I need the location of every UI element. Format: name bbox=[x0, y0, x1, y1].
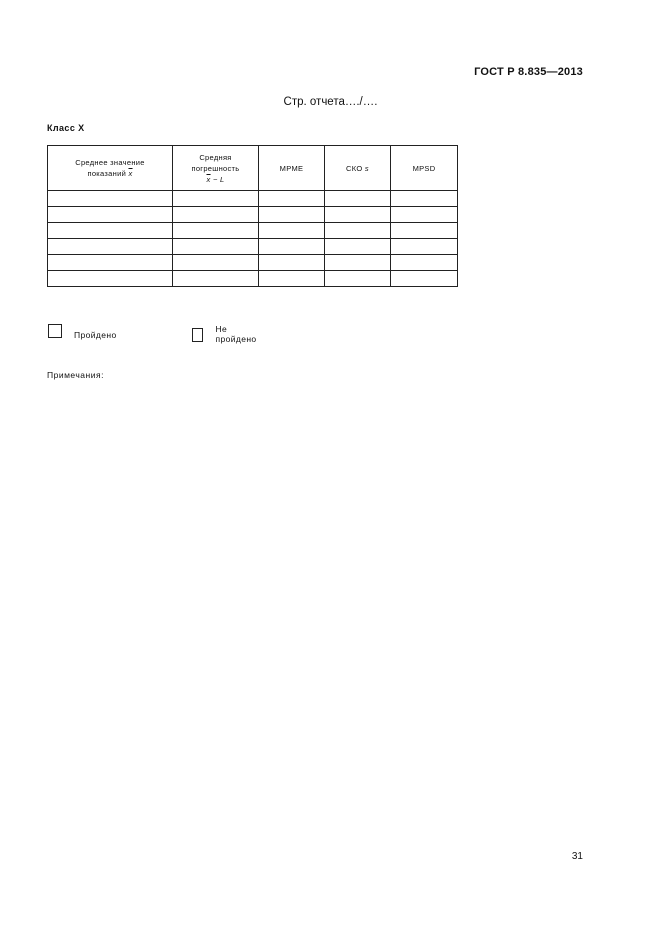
table-cell[interactable] bbox=[259, 271, 325, 287]
table-cell[interactable] bbox=[173, 223, 259, 239]
table-cell[interactable] bbox=[173, 239, 259, 255]
table-cell[interactable] bbox=[48, 207, 173, 223]
table-cell[interactable] bbox=[391, 207, 458, 223]
table-cell[interactable] bbox=[325, 223, 391, 239]
table-cell[interactable] bbox=[48, 271, 173, 287]
passed-checkbox[interactable] bbox=[48, 324, 62, 338]
table-cell[interactable] bbox=[259, 255, 325, 271]
failed-checkbox[interactable] bbox=[192, 328, 203, 342]
table-cell[interactable] bbox=[391, 255, 458, 271]
table-row bbox=[48, 191, 458, 207]
error-formula-rest: − L bbox=[210, 174, 225, 184]
table-cell[interactable] bbox=[391, 271, 458, 287]
sko-header-prefix: СКО bbox=[346, 163, 365, 173]
mean-header-line2: показаний bbox=[87, 169, 127, 178]
document-code: ГОСТ Р 8.835—2013 bbox=[474, 66, 583, 78]
table-cell[interactable] bbox=[48, 191, 173, 207]
table-cell[interactable] bbox=[391, 223, 458, 239]
page-number: 31 bbox=[571, 851, 583, 862]
table-body bbox=[48, 191, 458, 287]
table-row bbox=[48, 271, 458, 287]
table-row bbox=[48, 239, 458, 255]
error-header-line1: Средняя bbox=[199, 152, 232, 162]
table-cell[interactable] bbox=[391, 191, 458, 207]
passed-label: Пройдено bbox=[74, 330, 117, 340]
notes-label: Примечания: bbox=[47, 370, 104, 380]
table-header-row bbox=[48, 146, 458, 191]
table-cell[interactable] bbox=[325, 207, 391, 223]
table-row bbox=[48, 223, 458, 239]
failed-check-item[interactable] bbox=[192, 324, 259, 342]
column-header-mpsd: MPSD bbox=[391, 146, 458, 191]
column-header-mpme: MPME bbox=[259, 146, 325, 191]
failed-label: Не пройдено bbox=[215, 324, 257, 344]
class-label: Класс X bbox=[47, 123, 85, 133]
mean-header-line1: Среднее значение bbox=[75, 158, 145, 167]
error-formula-x: $\overline{x}$ bbox=[206, 174, 211, 184]
table-cell[interactable] bbox=[259, 239, 325, 255]
sko-header-symbol: s bbox=[364, 163, 369, 173]
column-header-mean-error bbox=[173, 146, 259, 191]
table-cell[interactable] bbox=[173, 255, 259, 271]
table-cell[interactable] bbox=[173, 207, 259, 223]
results-table bbox=[47, 145, 458, 287]
table-cell[interactable] bbox=[325, 271, 391, 287]
report-page-reference: Стр. отчета…./…. bbox=[283, 96, 378, 108]
table-cell[interactable] bbox=[48, 255, 173, 271]
column-header-mean-value bbox=[48, 146, 173, 191]
table-row bbox=[48, 207, 458, 223]
error-header-line2: погрешность bbox=[191, 163, 240, 173]
table-cell[interactable] bbox=[325, 239, 391, 255]
passed-check-item[interactable] bbox=[48, 324, 117, 338]
table-cell[interactable] bbox=[259, 207, 325, 223]
table-cell[interactable] bbox=[259, 191, 325, 207]
column-header-sko bbox=[325, 146, 391, 191]
mean-header-symbol: $\overline{x}$ bbox=[128, 169, 133, 178]
table-cell[interactable] bbox=[325, 191, 391, 207]
table-cell[interactable] bbox=[48, 223, 173, 239]
table-cell[interactable] bbox=[173, 271, 259, 287]
table-cell[interactable] bbox=[259, 223, 325, 239]
table-cell[interactable] bbox=[391, 239, 458, 255]
table-cell[interactable] bbox=[173, 191, 259, 207]
table-cell[interactable] bbox=[48, 239, 173, 255]
table-row bbox=[48, 255, 458, 271]
table-cell[interactable] bbox=[325, 255, 391, 271]
